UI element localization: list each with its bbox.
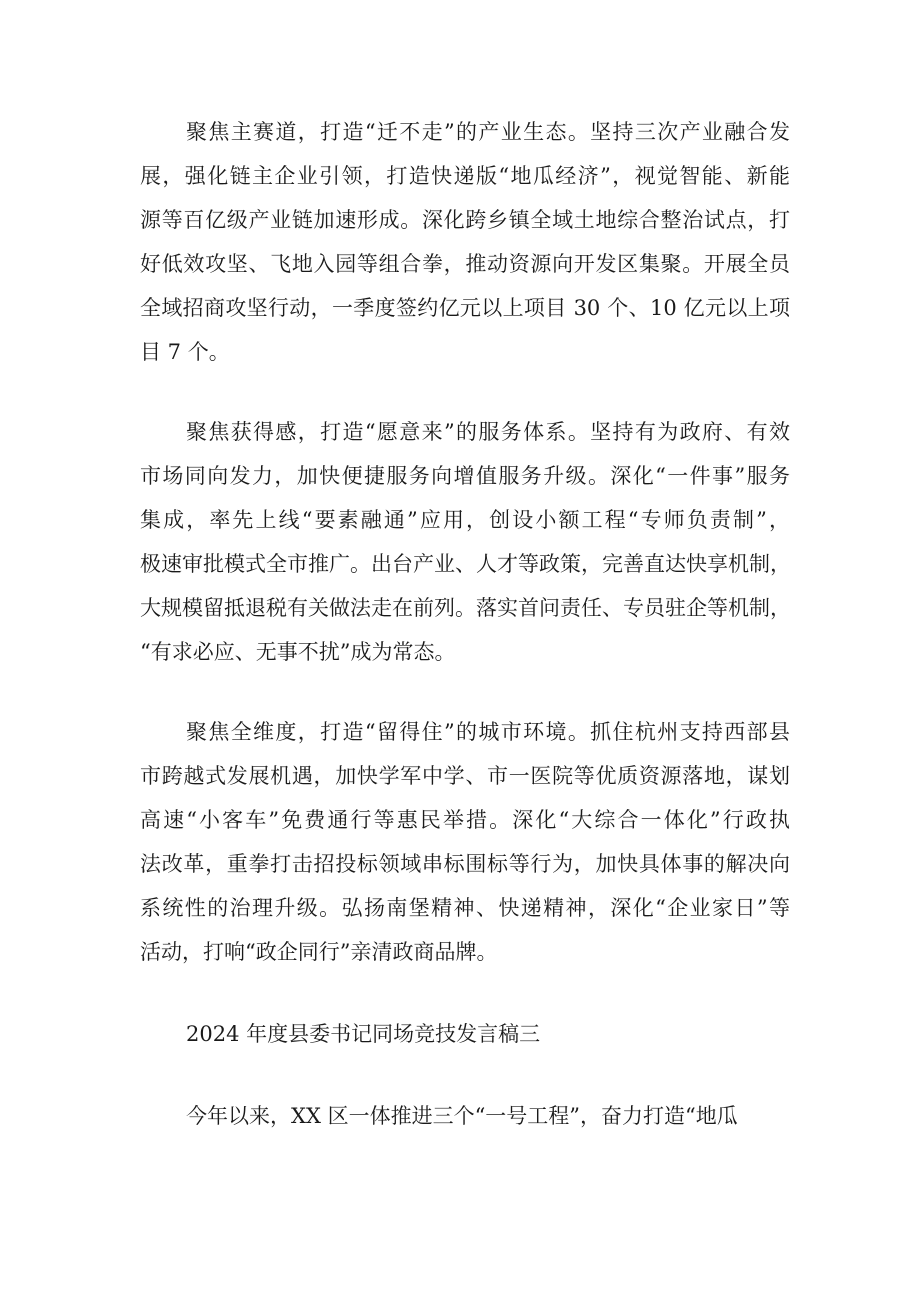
paragraph-city-environment (140, 710, 790, 974)
paragraph-line: “有求必应、无事不扰”成为常态。 (140, 640, 456, 664)
paragraph-line: 市跨越式发展机遇，加快学军中学、市一医院等优质资源落地，谋划 (140, 764, 790, 788)
paragraph-main-track (140, 110, 790, 374)
paragraph-line: 好低效攻坚、飞地入园等组合拳，推动资源向开发区集聚。开展全员 (140, 252, 790, 276)
paragraph-line: 系统性的治理升级。弘扬南堡精神、快递精神，深化“企业家日”等 (140, 896, 790, 920)
paragraph-line: 全域招商攻坚行动，一季度签约亿元以上项目 30 个、10 亿元以上项 (140, 296, 790, 320)
paragraph-line: 极速审批模式全市推广。出台产业、人才等政策，完善直达快享机制， (140, 552, 791, 576)
paragraph-line: 展，强化链主企业引领，打造快递版“地瓜经济”，视觉智能、新能 (140, 164, 790, 188)
paragraph-line: 活动，打响“政企同行”亲清政商品牌。 (140, 940, 498, 964)
paragraph-line: 大规模留抵退税有关做法走在前列。落实首问责任、专员驻企等机制， (140, 596, 791, 620)
paragraph-intro (140, 1094, 790, 1138)
paragraph-line: 法改革，重拳打击招投标领域串标围标等行为，加快具体事的解决向 (140, 852, 790, 876)
paragraph-line: 聚焦获得感，打造“愿意来”的服务体系。坚持有为政府、有效 (186, 420, 790, 444)
paragraph-line: 今年以来，XX 区一体推进三个“一号工程”，奋力打造“地瓜 (186, 1104, 738, 1128)
paragraph-line: 集成，率先上线“要素融通”应用，创设小额工程“专师负责制”， (140, 508, 790, 532)
paragraph-line: 高速“小客车”免费通行等惠民举措。深化“大综合一体化”行政执 (140, 808, 790, 832)
section-heading: 2024 年度县委书记同场竞技发言稿三 (186, 1022, 541, 1046)
paragraph-line: 聚焦全维度，打造“留得住”的城市环境。抓住杭州支持西部县 (186, 720, 790, 744)
paragraph-line: 聚焦主赛道，打造“迁不走”的产业生态。坚持三次产业融合发 (186, 120, 790, 144)
paragraph-service-system (140, 410, 790, 674)
paragraph-line: 目 7 个。 (140, 340, 230, 364)
paragraph-line: 源等百亿级产业链加速形成。深化跨乡镇全域土地综合整治试点，打 (140, 208, 790, 232)
paragraph-line: 市场同向发力，加快便捷服务向增值服务升级。深化“一件事”服务 (140, 464, 790, 488)
